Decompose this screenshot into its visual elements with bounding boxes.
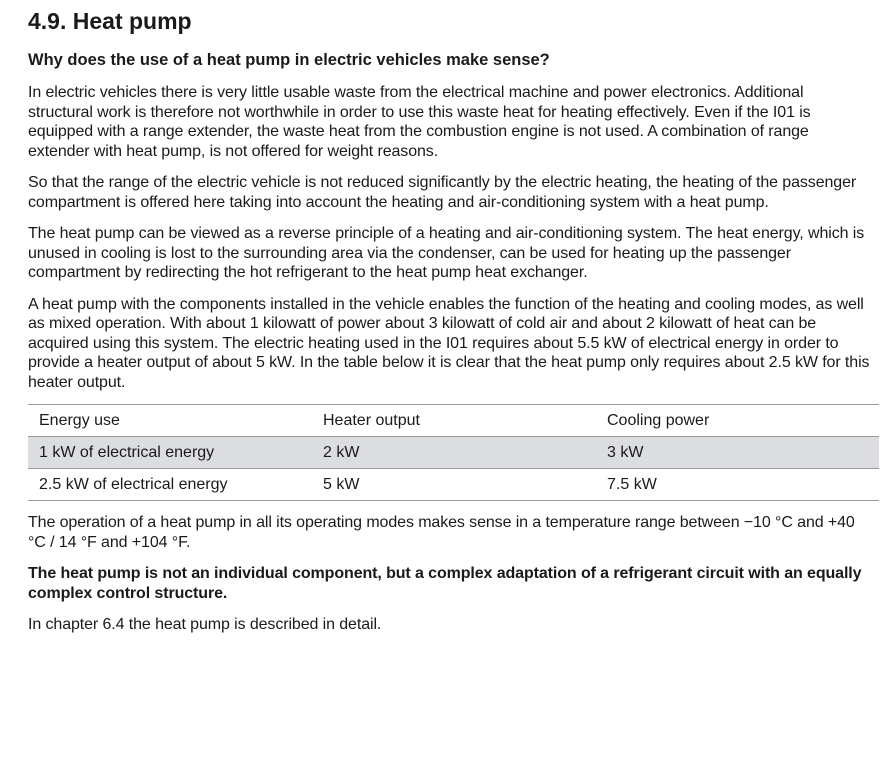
section-question: Why does the use of a heat pump in electric vehicles make sense?: [28, 51, 550, 69]
table-row: [28, 469, 879, 501]
paragraph-range: So that the range of the electric vehicle is not reduced significantly by the electric heating, the heating of the passenger compartment is offered here taking into account the heating and air-conditioning system with a heat pump.: [28, 174, 857, 211]
energy-table: [28, 404, 879, 501]
table-cell: 2.5 kW of electrical energy: [39, 475, 228, 493]
paragraph-waste-heat: In electric vehicles there is very little usable waste from the electrical machine and power electronics. Additional structural work is therefore not worthwhile in order to use this waste heat for heating effectively. Even if the I01 is equipped with a range extender, the waste heat from the combustion engine is not used. A combination of range extender with heat pump, is not offered for weight reasons.: [28, 84, 811, 160]
paragraph-function: A heat pump with the components installed in the vehicle enables the function of the heating and cooling modes, as well as mixed operation. With about 1 kilowatt of power about 3 kilowatt of cold air and about 2 kilowatt of heat can be acquired using this system. The electric heating used in the I01 requires about 5.5 kW of electrical energy in order to provide a heater output of about 5 kW. In the table below it is clear that the heat pump only requires about 2.5 kW for this heater output.: [28, 295, 870, 391]
table-cell: 3 kW: [607, 443, 644, 461]
paragraph-emphasis: The heat pump is not an individual component, but a complex adaptation of a refrigerant circuit with an equally complex control structure.: [28, 565, 862, 602]
paragraph-operation-range: The operation of a heat pump in all its operating modes makes sense in a temperature range between −10 °C and +40 °C / 14 °F and +104 °F.: [28, 514, 855, 551]
table-row: [28, 437, 879, 469]
table-cell: 2 kW: [323, 443, 360, 461]
table-cell: 1 kW of electrical energy: [39, 443, 215, 461]
table-header-cooling-power: Cooling power: [607, 411, 710, 429]
table-cell: 7.5 kW: [607, 475, 657, 493]
paragraph-principle: The heat pump can be viewed as a reverse principle of a heating and air-conditioning system. The heat energy, which is unused in cooling is lost to the surrounding area via the condenser, can be used for heating up the passenger compartment by redirecting the hot refrigerant to the heat pump heat exchanger.: [28, 225, 865, 281]
table-header-row: [28, 405, 879, 437]
table-header-energy-use: Energy use: [39, 411, 120, 429]
table-cell: 5 kW: [323, 475, 360, 493]
section-title: 4.9. Heat pump: [28, 8, 192, 34]
table-header-heater-output: Heater output: [323, 411, 420, 429]
paragraph-chapter-reference: In chapter 6.4 the heat pump is described in detail.: [28, 616, 382, 633]
